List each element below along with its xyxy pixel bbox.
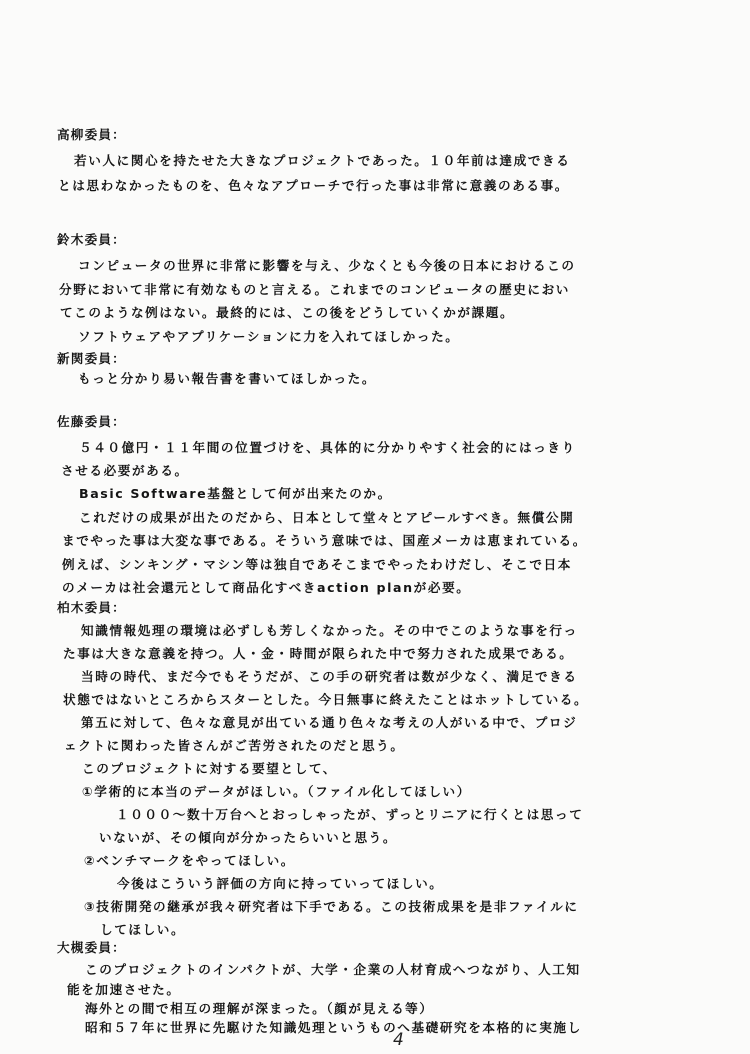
- text-line: いないが、その傾向が分かったらいいと思う。: [99, 830, 398, 845]
- text-line: してほしい。: [100, 922, 186, 937]
- text-line: までやった事は大変な事である。そういう意味では、国産メーカは恵まれている。: [62, 533, 587, 548]
- text-line: とは思わなかったものを、色々なアプローチで行った事は非常に意義のある事。: [58, 178, 569, 193]
- text-line: のメーカは社会還元として商品化すべきaction planが必要。: [62, 580, 471, 595]
- section-heading: 佐藤委員：: [57, 414, 126, 429]
- page-number: 4: [393, 1030, 404, 1050]
- text-line: 状態ではないところからスターとした。今日無事に終えたことはホットしている。: [63, 692, 589, 707]
- text-line: 能を加速させた。: [67, 982, 181, 997]
- section-heading: 大槻委員：: [57, 940, 126, 955]
- text-line: ③技術開発の継承が我々研究者は下手である。この技術成果を是非ファイルに: [84, 899, 579, 914]
- text-line: ５４０億円・１１年間の位置づけを、具体的に分かりやすく社会的にはっきり: [79, 440, 576, 455]
- text-line: 若い人に関心を持たせた大きなプロジェクトであった。１０年前は達成できる: [74, 153, 571, 168]
- text-line: させる必要がある。: [61, 463, 189, 478]
- text-line: ェクトに関わった皆さんがご苦労されたのだと思う。: [64, 738, 405, 753]
- text-line: これだけの成果が出たのだから、日本として堂々とアピールすべき。無償公開: [79, 510, 575, 525]
- section-heading: 新関委員：: [57, 351, 126, 366]
- section-heading: 高柳委員：: [57, 127, 126, 142]
- text-line: コンピュータの世界に非常に影響を与え、少なくとも今後の日本におけるこの: [78, 258, 576, 273]
- text-line: た事は大きな意義を持つ。人・金・時間が限られた中で努力された成果である。: [63, 646, 574, 661]
- text-line: Basic Software基盤として何が出来たのか。: [79, 486, 392, 501]
- text-line: 例えば、シンキング・マシン等は独自であそこまでやったわけだし、そこで日本: [62, 557, 572, 572]
- text-line: ②ベンチマークをやってほしい。: [84, 853, 295, 868]
- text-line: 昭和５７年に世界に先駆けた知識処理というものへ基礎研究を本格的に実施し: [85, 1020, 582, 1035]
- text-line: 分野において非常に有効なものと言える。これまでのコンピュータの歴史におい: [59, 282, 570, 297]
- section-heading: 柏木委員：: [57, 600, 126, 615]
- text-line: ①学術的に本当のデータがほしい。（ファイル化してほしい）: [82, 784, 471, 799]
- text-line: このプロジェクトのインパクトが、大学・企業の人材育成へつながり、人工知: [85, 962, 581, 977]
- text-line: てこのような例はない。最終的には、この後をどうしていくかが課題。: [60, 305, 515, 320]
- text-line: 海外との間で相互の理解が深まった。（顔が見える等）: [85, 1001, 434, 1016]
- text-line: １０００～数十万台へとおっしゃったが、ずっとリニアに行くとは思って: [116, 807, 584, 822]
- text-line: 第五に対して、色々な意見が出ている通り色々な考えの人がいる中で、プロジ: [81, 715, 578, 730]
- text-line: 今後はこういう評価の方向に持っていってほしい。: [117, 876, 444, 891]
- section-heading: 鈴木委員：: [57, 232, 126, 247]
- text-line: 知識情報処理の環境は必ずしも芳しくなかった。その中でこのような事を行っ: [81, 623, 578, 638]
- text-line: 当時の時代、まだ今でもそうだが、この手の研究者は数が少なく、満足できる: [81, 669, 578, 684]
- text-line: もっと分かり易い報告書を書いてほしかった。: [78, 371, 377, 386]
- text-line: ソフトウェアやアプリケーションに力を入れてほしかった。: [78, 329, 460, 344]
- text-line: このプロジェクトに対する要望として、: [82, 761, 337, 776]
